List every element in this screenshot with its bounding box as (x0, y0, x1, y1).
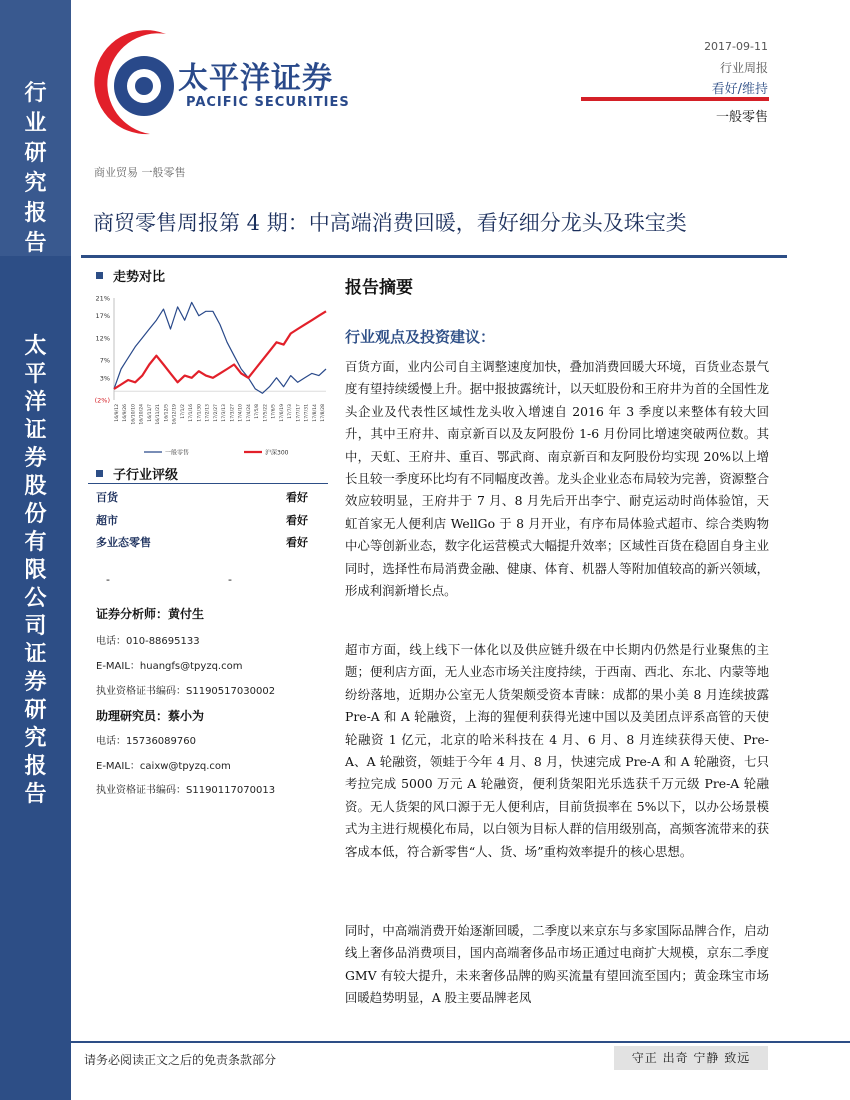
placeholder-dash: - (106, 573, 110, 586)
x-tick-label: 17/7/3 (288, 404, 294, 419)
legend-label-csi300: 沪深300 (265, 449, 289, 457)
abstract-paragraph-supermarket: 超市方面，线上线下一体化以及供应链升级在中长期内仍然是行业聚焦的主题；便利店方面，无人业态市场关注度持续，于西南、西北、东北、内蒙等地纷纷落地，近期办公室无人货架颇受资本青睐：成都的果小美 8 月连续披露 Pre-A 和 A 轮融资，上海的猩便利获得光速中国以及美团点评系高管的天使轮融资 1 亿元，北京的哈米科技在 4 月、6 月、8 月连续获得天使、Pre-A、A 轮融资，领蛙于今年 4 月、8 月，快速完成 Pre-A 和 A 轮融资，七只考拉完成 5000 万元 A 轮融资，便利货架阳光乐选获千万元级 Pre-A 轮融资。无人货架的风口源于无人便利店，目前货损率在 5%以下，以办公场景模式为主进行规模化布局，以白领为目标人群的信用级别高，高频客流带来的获客成本低，符合新零售“人、货、场”重构效率提升的核心思想。 (345, 642, 769, 859)
x-tick-label: 17/4/24 (246, 404, 252, 422)
x-tick-label: 16/10/10 (131, 404, 137, 425)
lead-analyst-email[interactable]: E-MAIL：huangfs@tpyzq.com (96, 661, 243, 672)
sidebar-char: 究 (24, 170, 47, 196)
sub-rating-value: 看好 (286, 491, 308, 504)
sub-rating-divider (88, 483, 328, 484)
abstract-heading: 报告摘要 (345, 278, 413, 298)
x-tick-label: 17/1/2 (180, 404, 186, 419)
footer-disclaimer: 请务必阅读正文之后的免责条款部分 (84, 1053, 277, 1067)
placeholder-dash: - (228, 573, 232, 586)
sidebar-char: 券 (24, 445, 47, 471)
sidebar-char: 洋 (24, 389, 47, 415)
assistant-cert: 执业资格证书编码：S1190117070013 (96, 785, 276, 796)
abstract-paragraph-luxury: 同时，中高端消费开始逐渐回暖，二季度以来京东与多家国际品牌合作，启动线上奢侈品消费项目，国内高端奢侈品市场正通过电商扩大规模，京东二季度 GMV 有较大提升，未来奢侈品牌的购买流量有望回流至国内；黄金珠宝市场回暖趋势明显，A 股主要品牌老凤 (345, 923, 769, 1006)
sub-rating-value: 看好 (286, 514, 308, 527)
assistant-email[interactable]: E-MAIL：caixw@tpyzq.com (96, 761, 231, 772)
sub-rating-name: 超市 (96, 514, 118, 527)
x-tick-label: 17/1/30 (197, 404, 203, 422)
y-tick-label: 21% (95, 294, 110, 303)
x-tick-label: 17/5/8 (255, 404, 261, 419)
sidebar-char: 份 (24, 501, 47, 527)
x-tick-label: 17/8/14 (312, 404, 318, 422)
title-divider (81, 255, 787, 258)
sidebar-char: 研 (24, 697, 47, 723)
sidebar-char: 股 (24, 473, 47, 499)
sidebar-char: 业 (24, 110, 47, 136)
x-tick-label: 16/9/12 (115, 404, 120, 422)
header-accent-rule (581, 97, 769, 101)
sidebar-char: 究 (24, 725, 47, 751)
report-date: 2017-09-11 (704, 40, 768, 53)
legend-label-retail: 一般零售 (165, 449, 190, 457)
x-tick-label: 17/2/27 (213, 404, 219, 422)
assistant-researcher-name: 助理研究员：蔡小为 (96, 709, 205, 723)
x-tick-label: 16/11/7 (147, 404, 153, 422)
sub-rating-value: 看好 (286, 536, 308, 549)
abstract-paragraph-department-store: 百货方面，业内公司自主调整速度加快，叠加消费回暖大环境，百货业态景气度有望持续缓慢上升。据中报披露统计，以天虹股份和王府井为首的全国性龙头企业及代表性区域性龙头收入增速自 2016 年 3 季度以来整体有较大回升，其中王府井、南京新百以及友阿股份 1-6 月份同比增速突破两位数。其中，天虹、王府井、重百、鄂武商、南京新百和友阿股份均实现 20%以上增长且较一季度环比均有不同幅度改善。龙头企业业态布局较为完善，资源整合效应较明显，王府井于 7 月、8 月先后开出李宁、耐克运动时尚体验馆，天虹首家无人便利店 WellGo 于 8 月开业，有序布局体验式超市、综合类购物中心等创新业态，数字化运营模式大幅提升效率；区域性百货在稳固自身主业同时，选择性布局消费金融、健康、体育、机器人等附加值较高的新兴领域，形成利润新增长点。 (345, 359, 769, 599)
x-tick-label: 17/7/31 (304, 404, 310, 422)
sidebar-char: 证 (24, 417, 47, 443)
sidebar-report-category (0, 78, 71, 258)
industry-rating: 看好/维持 (711, 82, 768, 97)
pacific-securities-logo-icon (90, 20, 174, 138)
sub-rating-name: 百货 (96, 491, 118, 504)
report-sector: 一般零售 (715, 110, 768, 125)
sidebar-char: 报 (24, 753, 47, 779)
x-tick-label: 16/12/5 (164, 404, 170, 422)
brand-name-en: PACIFIC SECURITIES (186, 95, 350, 110)
bullet-square-icon (96, 470, 103, 477)
x-tick-label: 17/7/17 (296, 404, 302, 422)
sidebar-char: 告 (24, 230, 47, 256)
assistant-phone: 电话：15736089760 (96, 736, 196, 747)
x-tick-label: 16/10/24 (139, 404, 145, 425)
sub-rating-heading: 子行业评级 (96, 464, 178, 483)
industry-view-heading: 行业观点及投资建议： (345, 328, 496, 346)
x-tick-label: 16/12/19 (172, 404, 178, 425)
x-tick-label: 17/3/27 (230, 404, 236, 422)
x-tick-label: 17/6/5 (271, 404, 277, 419)
sidebar-char: 报 (24, 200, 47, 226)
sidebar-char: 行 (24, 80, 47, 106)
series-line-csi300 (114, 311, 326, 389)
sidebar-char: 证 (24, 641, 47, 667)
y-tick-label: (2%) (94, 396, 110, 405)
x-tick-label: 17/8/28 (321, 404, 326, 422)
brand-name-cn: 太平洋证券 (178, 61, 333, 96)
series-line-retail (114, 302, 326, 393)
sub-rating-name: 多业态零售 (96, 536, 151, 549)
x-tick-label: 17/4/10 (238, 404, 244, 422)
report-type: 行业周报 (719, 61, 768, 75)
sidebar-company-name (0, 332, 71, 808)
x-tick-label: 17/6/19 (279, 404, 285, 422)
y-tick-label: 17% (95, 312, 110, 321)
lead-analyst-name: 证券分析师：黄付生 (96, 607, 205, 621)
y-tick-label: 3% (99, 374, 110, 383)
y-tick-label: 7% (99, 356, 110, 365)
bullet-square-icon (96, 272, 103, 279)
sidebar-char: 券 (24, 669, 47, 695)
trend-heading: 走势对比 (96, 266, 165, 285)
lead-analyst-cert: 执业资格证书编码：S1190517030002 (96, 686, 276, 697)
x-tick-label: 17/2/13 (205, 404, 211, 422)
breadcrumb: 商业贸易 一般零售 (94, 166, 186, 179)
report-title: 商贸零售周报第 4 期：中高端消费回暖，看好细分龙头及珠宝类 (93, 211, 687, 235)
sidebar-char: 公 (24, 585, 47, 611)
x-tick-label: 17/3/13 (222, 404, 228, 422)
sidebar-char: 有 (24, 529, 47, 555)
x-tick-label: 17/1/16 (189, 404, 195, 422)
y-tick-label: 12% (95, 334, 110, 343)
sidebar-char: 司 (24, 613, 47, 639)
footer-divider (71, 1041, 850, 1043)
sidebar-char: 告 (24, 781, 47, 807)
lead-analyst-phone: 电话：010-88695133 (96, 636, 200, 647)
sidebar-char: 太 (24, 333, 47, 359)
trend-comparison-chart (88, 290, 328, 460)
x-tick-label: 16/11/21 (156, 404, 162, 425)
sidebar-char: 限 (24, 557, 47, 583)
x-tick-label: 17/5/22 (263, 404, 269, 422)
x-tick-label: 16/9/26 (123, 404, 129, 422)
sidebar-char: 平 (24, 361, 47, 387)
footer-motto: 守正 出奇 宁静 致远 (614, 1046, 768, 1070)
sidebar-char: 研 (24, 140, 47, 166)
